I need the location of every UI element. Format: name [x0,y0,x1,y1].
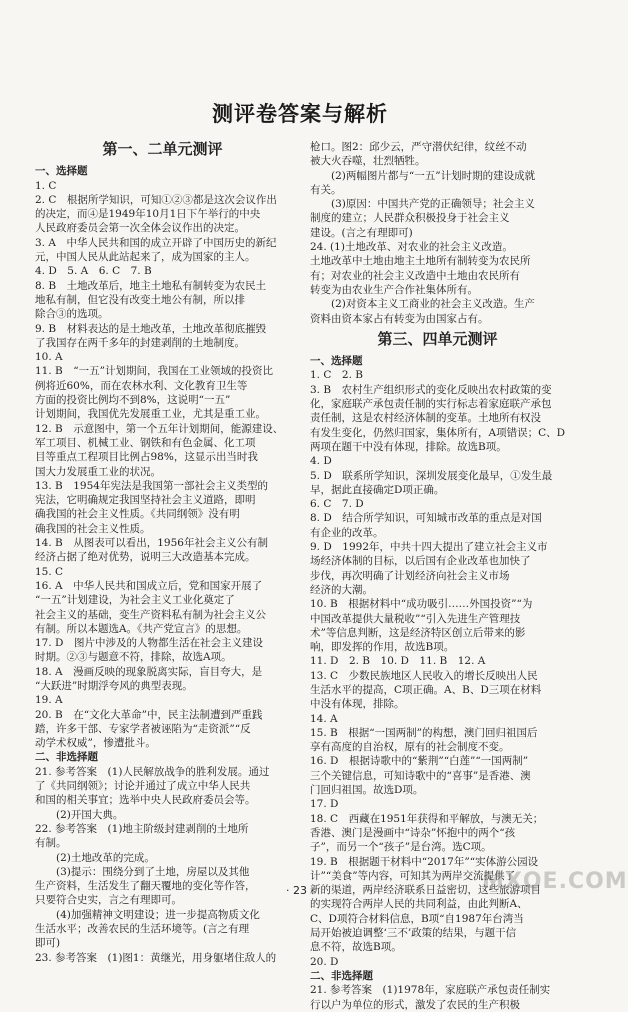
answer-line: 元，中国人民从此站起来了，成为国家的主人。 [35,251,256,264]
section-heading-choice-2: 一、选择题 [310,355,363,368]
answer-line: 有企业的改革。 [310,526,384,539]
page-title: 测评卷答案与解析 [212,102,388,126]
answer-line: 21. 参考答案 (1)1978年，家庭联产承包责任制实 [310,984,551,997]
answer-line: 11. D 2. B 10. D 11. B 12. A [310,655,486,668]
answer-line: 局开始被迫调整‘三不’政策的结果，与题干信 [310,927,517,940]
answer-line: 土地改革中土地由地主土地所有制转变为农民所 [310,255,531,268]
answer-line: 16. A 中华人民共和国成立后，党和国家开展了 [35,579,263,592]
answer-line: 1. C 2. B [310,369,363,382]
answer-line: 地私有制，但它没有改变土地公有制，所以排 [35,293,245,306]
answer-line: (2)对资本主义工商业的社会主义改造。生产 [310,298,535,311]
answer-line: (2)土地改革的完成。 [35,851,155,864]
answer-line: 军工项目、机械工业、钢铁和有色金属、化工项 [35,436,256,449]
answer-line: 13. C 少数民族地区人民收入的增长反映出人民 [310,669,538,682]
watermark-logo: MXQE.COM [482,869,628,894]
answer-line: 19. B 根据题干材料中“2017年”“实体游公园设 [310,855,539,868]
answer-line: 香港、澳门是漫画中“诗杂”怀抱中的两个“孩 [310,826,516,839]
answer-line: 计”“美食”等内容，可知其为两岸交流提供了 [310,869,516,882]
answer-line: 新的渠道，两岸经济联系日益密切，这些旅游项目 [310,884,541,897]
answer-line: 20. B 在“文化大革命”中，民主法制遭到严重践 [35,708,263,721]
answer-line: 的决定，而④是1949年10月1日下午举行的中央 [35,208,261,221]
answer-line: 子”，而另一个“孩子”是台湾。选C项。 [310,841,492,854]
answer-line: 除合③的选项。 [35,308,109,321]
answer-line: 经济占据了绝对优势，说明三大改造基本完成。 [35,551,256,564]
answer-line: (4)加强精神文明建设；进一步提高物质文化 [35,908,260,921]
page-number: · 23 · [286,884,314,897]
answer-line: C、D项符合材料信息，B项“自1987年台湾当 [310,912,524,925]
answer-line: 15. B 根据“一国两制”的构想，澳门回归祖国后 [310,726,538,739]
answer-line: 制度的建立；人民群众积极投身于社会主义 [310,212,510,225]
answer-line: 确我国的社会主义性质。 [35,522,151,535]
answer-line: (3)原因：中国共产党的正确领导；社会主义 [310,198,535,211]
answer-line: 4. D [310,455,332,468]
answer-line: 两项在题干中没有体现，排除。故选B项。 [310,440,507,453]
answer-line: 早，据此直接确定D项正确。 [310,483,445,496]
answer-line: 16. D 根据诗歌中的“紫荆”“白莲”“一国两制” [310,755,529,768]
answer-line: 方面的投资比例均不到8%，这说明“一五” [35,394,231,407]
answer-line: 计划期间，我国优先发展重工业，尤其是重工业。 [35,408,266,421]
answer-line: 例将近60%，而在农林水利、文化教育卫生等 [35,379,248,392]
answer-line: 资料由资本家占有转变为由国家占有。 [310,312,489,325]
answer-line: 18. C 西藏在1951年获得和平解放，与澳无关； [310,812,544,825]
left-column [35,138,290,965]
answer-line: 6. C 7. D [310,498,364,511]
answer-line: 13. B 1954年宪法是我国第一部社会主义类型的 [35,479,268,492]
answer-line: (2)开国大典。 [35,808,124,821]
answer-line: 国大力发展重工业的状况。 [35,465,161,478]
answer-line: 4. D 5. A 6. C 7. B [35,265,152,278]
answer-line: 门回归祖国。故选D项。 [310,784,424,797]
answer-line: 9. B 材料表达的是土地改革，土地改革彻底摧毁 [35,322,267,335]
left-answer-lines [35,179,290,751]
answer-line: 19. A [35,694,63,707]
right-answer-lines-2 [310,983,565,1012]
answer-line: 20. D [310,955,339,968]
answer-line: 步伐，再次明确了计划经济向社会主义市场 [310,569,510,582]
answer-line: 人民政府委员会第一次全体会议作出的决定。 [35,222,245,235]
answer-line: 24. (1)土地改革、对农业的社会主义改造。 [310,241,513,254]
answer-line: 中没有体现，排除。 [310,698,405,711]
answer-line: 枪口。图2：邱少云，严守潜伏纪律，纹丝不动 [310,141,527,153]
answer-line: 12. B 示意图中，第一个五年计划期间，能源建设、 [35,422,284,435]
section-heading-nonchoice: 二、非选择题 [35,751,98,764]
answer-line: 2. C 根据所学知识，可知①②③都是这次会议作出 [35,193,277,206]
answer-line: 和国的相关事宜；选举中央人民政府委员会等。 [35,794,256,807]
answer-line: 响，即发挥的作用，故选B项。 [310,641,455,654]
answer-line: 22. 参考答案 (1)地主阶级封建剥削的土地所 [35,822,249,835]
answer-line: 10. B 根据材料中“成功吸引……外国投资”“为 [310,598,533,611]
answer-line: 有关。 [310,183,342,196]
answer-line: 3. B 农村生产组织形式的变化反映出农村政策的变 [310,383,552,396]
answer-line: “大跃进”时期浮夸风的典型表现。 [35,679,193,692]
answer-line: 有；对农业的社会主义改造中土地由农民所有 [310,269,520,282]
answer-line: 的实现符合两岸人民的共同利益，由此判断A、 [310,898,528,911]
answer-line: 被大火吞噬，壮烈牺牲。 [310,155,426,168]
answer-line: 三个关键信息，可知诗歌中的“喜事”是香港、澳 [310,769,531,782]
answer-line: 14. B 从图表可以看出，1956年社会主义公有制 [35,537,268,550]
answer-line: 10. A [35,351,63,364]
answer-line: 踏，许多干部、专家学者被诬陷为“走资派”“反 [35,722,251,735]
answer-line: 生活水平；改善农民的生活环境等。(言之有理 [35,923,250,936]
answer-line: 18. A 漫画反映的现象脱离实际，盲目夸大，是 [35,665,263,678]
answer-line: 有制。 [35,837,67,850]
answer-line: 社会主义的基础，变生产资料私有制为社会主义公 [35,608,266,621]
section-heading-nonchoice-2: 二、非选择题 [310,969,373,982]
answer-line: 23. 参考答案 (1)图1：黄继光，用身躯堵住敌人的 [35,951,277,964]
left-answer-lines-2 [35,765,290,965]
unit-title-3-4: 第三、四单元测评 [377,329,498,348]
answer-line: 时期。②③与题意不符，排除，故选A项。 [35,651,232,664]
answer-line: 中国改革提供大量税收”“引入先进生产管理技 [310,612,521,625]
answer-line: 17. D [310,798,339,811]
answer-line: 宪法，它明确规定我国坚持社会主义道路，即明 [35,494,256,507]
answer-line: 17. D 图片中涉及的人物都生活在社会主义建设 [35,637,263,650]
answer-line: 15. C [35,565,64,578]
answer-line: 1. C [35,179,57,192]
answer-line: 经济的大潮。 [310,583,373,596]
answer-line: 21. 参考答案 (1)人民解放战争的胜利发展。通过 [35,765,270,778]
answer-line: 了我国存在两千多年的封建剥削的土地制度。 [35,336,245,349]
answer-line: 术”等信息判断，这是经济特区创立后带来的影 [310,626,526,639]
answer-line: 化，家庭联产承包责任制的实行标志着家庭联产承包 [310,398,552,411]
answer-line: 3. A 中华人民共和国的成立开辟了中国历史的新纪 [35,236,277,249]
answer-line: 只要符合史实，言之有理即可。 [35,894,182,907]
answer-line: 场经济体制的目标，以后国有企业改革也加快了 [310,555,531,568]
right-continued-lines [310,140,565,326]
answer-line: 转变为由农业生产合作社集体所有。 [310,283,478,296]
answer-line: 了《共同纲领》；讨论并通过了成立中华人民共 [35,780,251,793]
answer-line: 有制。所以本题选A。《共产党宣言》的思想。 [35,622,248,635]
answer-line: 11. B “一五”计划期间，我国在工业领域的投资比 [35,365,273,378]
answer-line: (2)两幅图片都与“一五”计划时期的建设成就 [310,169,536,182]
answer-line: 有发生变化，仍然归国家，集体所有，A项错误；C、D [310,426,566,439]
answer-line: 生活水平的提高，C项正确。A、B、D三项在材料 [310,683,542,696]
answer-line: 责任制，这是农村经济体制的变革。土地所有权没 [310,412,541,425]
answer-line: “一五”计划建设，为社会主义工业化奠定了 [35,594,235,607]
answer-line: 5. D 联系所学知识，深圳发展变化最早，①发生最 [310,469,553,482]
answer-line: 确我国的社会主义性质。《共同纲领》没有明 [35,508,240,521]
answer-line: 目等重点工程项目比例占98%，这显示出当时我 [35,451,258,464]
answer-line: 生产资料，生活发生了翻天覆地的变化等作答， [35,880,256,893]
section-heading-choice: 一、选择题 [35,165,88,178]
answer-line: 即可) [35,937,61,950]
answer-line: 建设。(言之有理即可) [310,226,413,239]
answer-line: 动学术权威”，惨遭批斗。 [35,737,156,750]
answer-line: 8. B 土地改革后，地主土地私有制转变为农民土 [35,279,267,292]
answer-line: (3)提示：围绕分到了土地，房屋以及其他 [35,865,250,878]
answer-line: 享有高度的自治权，原有的社会制度不变。 [310,741,510,754]
answer-line: 9. D 1992年，中共十四大提出了建立社会主义市 [310,541,548,554]
answer-line: 息不符，故选B项。 [310,941,402,954]
answer-line: 行以户为单位的形式，激发了农民的生产积极 [310,998,520,1011]
answer-line: 14. A [310,712,338,725]
unit-title-1-2: 第一、二单元测评 [102,140,223,158]
answer-line: 8. D 结合所学知识，可知城市改革的重点是对国 [310,512,542,525]
